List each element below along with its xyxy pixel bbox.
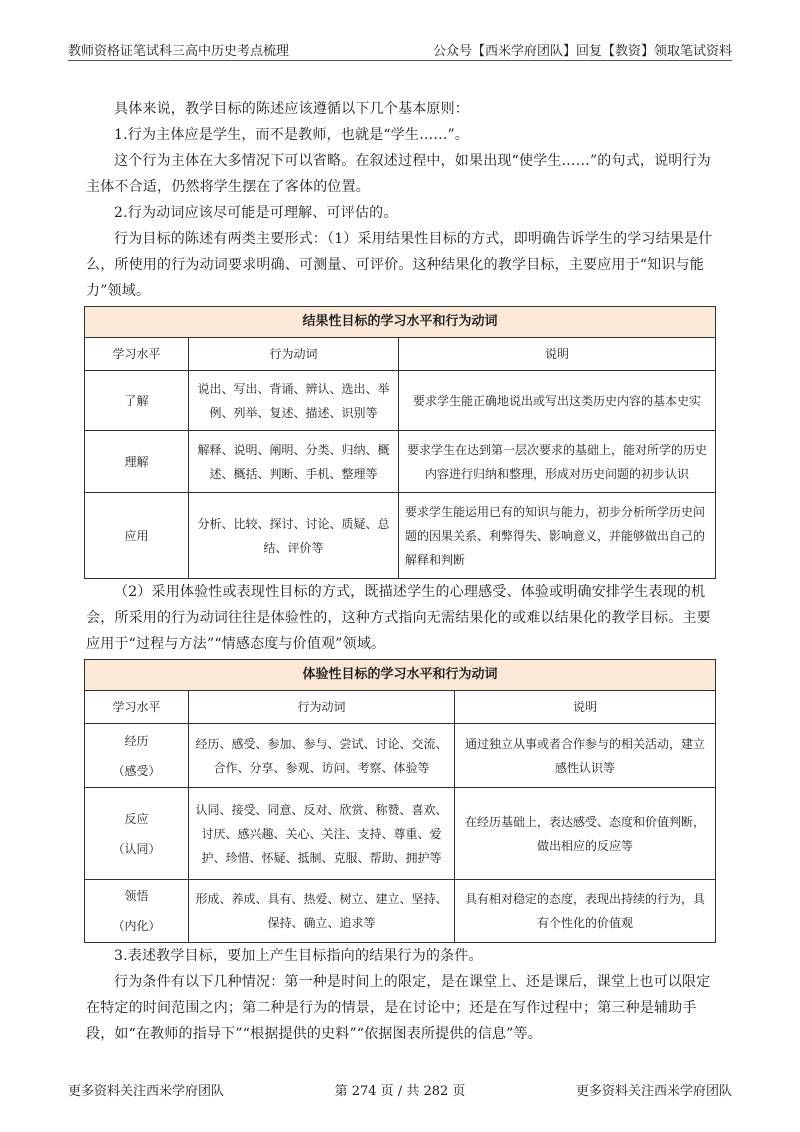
description-cell: 要求学生在达到第一层次要求的基础上，能对所学的历史内容进行归纳和整理，形成对历史问题的初步认识: [399, 431, 716, 493]
level-subname: （感受）: [112, 763, 161, 778]
table-row: [85, 493, 716, 579]
level-cell: [85, 788, 189, 880]
paragraph: 行为条件有以下几种情况：第一种是时间上的限定，是在课堂上、还是课后，课堂上也可以限定在特定的时间范围之内；第二种是行为的情景，是在讨论中；还是在写作过程中；第三种是辅助手段，如“在教师的指导下”“根据提供的史料”“依据图表所提供的信息”等。: [86, 974, 711, 1042]
description-cell: 要求学生能运用已有的知识与能力，初步分析所学历史问题的因果关系、利弊得失、影响意义，并能够做出自己的解释和判断: [399, 493, 716, 579]
level-name: 经历: [124, 733, 149, 748]
document-body: [86, 96, 722, 1047]
verbs-cell: 说出、写出、背诵、辨认、选出、举例、列举、复述、描述、识别等: [189, 371, 399, 431]
verbs-cell: 经历、感受、参加、参与、尝试、讨论、交流、合作、分享、参观、访问、考察、体验等: [189, 724, 455, 788]
level-name: 领悟: [124, 889, 149, 903]
paragraph: （2）采用体验性或表现性目标的方式，既描述学生的心理感受、体验或明确安排学生表现的机会，所采用的行为动词往往是体验性的，这种方式指向无需结果化的或难以结果化的教学目标。主要应用于“过程与方法”“情感态度与价值观”领域。: [86, 584, 711, 652]
verbs-cell: 认同、接受、同意、反对、欣赏、称赞、喜欢、讨厌、感兴趣、关心、关注、支持、尊重、爱护、珍惜、怀疑、抵制、克服、帮助、拥护等: [189, 788, 455, 880]
table-row: [85, 880, 716, 943]
verbs-cell: 形成、养成、具有、热爱、树立、建立、坚持、保持、确立、追求等: [189, 880, 455, 943]
column-header: 学习水平: [85, 691, 189, 724]
table-title: 结果性目标的学习水平和行为动词: [85, 307, 716, 338]
level-cell: 了解: [85, 371, 189, 431]
level-cell: [85, 880, 189, 943]
column-header: 学习水平: [85, 338, 189, 371]
paragraph: 具体来说，教学目标的陈述应该遵循以下几个基本原则：: [114, 101, 469, 117]
header-left-title: 教师资格证笔试科三高中历史考点梳理: [68, 44, 290, 59]
verbs-cell: 解释、说明、阐明、分类、归纳、概述、概括、判断、手机、整理等: [189, 431, 399, 493]
table-row: [85, 371, 716, 431]
table-row: [85, 788, 716, 880]
level-name: 反应: [124, 811, 149, 826]
level-cell: [85, 724, 189, 788]
level-subname: （内化）: [112, 919, 161, 933]
paragraph: 这个行为主体在大多情况下可以省略。在叙述过程中，如果出现“使学生……”的句式，说明行为主体不合适，仍然将学生摆在了客体的位置。: [86, 153, 711, 195]
header-right-note: 公众号【西米学府团队】回复【教资】领取笔试资料: [432, 44, 732, 59]
level-cell: 应用: [85, 493, 189, 579]
verbs-cell: 分析、比较、探讨、讨论、质疑、总结、评价等: [189, 493, 399, 579]
description-cell: 要求学生能正确地说出或写出这类历史内容的基本史实: [399, 371, 716, 431]
column-header: 行为动词: [189, 338, 399, 371]
paragraph: 1.行为主体应是学生，而不是教师，也就是“学生……”。: [114, 127, 470, 143]
footer-left-note: 更多资料关注西米学府团队: [68, 1084, 225, 1099]
page-number: 第 274 页 / 共 282 页: [334, 1084, 466, 1099]
column-header: 说明: [455, 691, 716, 724]
outcome-objectives-table: [84, 306, 716, 579]
description-cell: 具有相对稳定的态度，表现出持续的行为，具有个性化的价值观: [455, 880, 716, 943]
paragraph: 行为目标的陈述有两类主要形式：（1）采用结果性目标的方式，即明确告诉学生的学习结果是什么，所使用的行为动词要求明确、可测量、可评价。这种结果化的教学目标，主要应用于“知识与能力”领域。: [86, 231, 713, 299]
paragraph: 2.行为动词应该尽可能是可理解、可评估的。: [114, 205, 398, 221]
description-cell: 通过独立从事或者合作参与的相关活动，建立感性认识等: [455, 724, 716, 788]
table-title: 体验性目标的学习水平和行为动词: [85, 660, 716, 691]
footer-right-note: 更多资料关注西米学府团队: [575, 1084, 732, 1099]
page-header: [68, 38, 732, 61]
level-subname: （认同）: [112, 841, 161, 856]
level-cell: 理解: [85, 431, 189, 493]
table-row: [85, 431, 716, 493]
description-cell: 在经历基础上，表达感受、态度和价值判断，做出相应的反应等: [455, 788, 716, 880]
experiential-objectives-table: [84, 659, 716, 943]
paragraph: 3.表述教学目标，要加上产生目标指向的结果行为的条件。: [114, 948, 483, 964]
table-row: [85, 724, 716, 788]
column-header: 行为动词: [189, 691, 455, 724]
column-header: 说明: [399, 338, 716, 371]
